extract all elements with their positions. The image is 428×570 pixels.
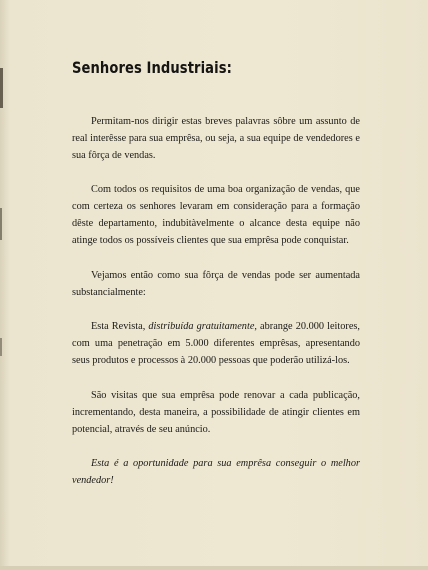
paragraph-4-emphasis: distribuída gratuitamente — [148, 321, 255, 332]
paragraph-1: Permitam-nos dirigir estas breves palavras sôbre um assunto de real interêsse para sua emprêsa, ou seja, a sua equipe de vendedores e sua fôrça de vendas. — [72, 116, 360, 161]
paragraph-4 — [72, 318, 360, 369]
paragraph-2: Com todos os requisitos de uma boa organização de vendas, que com certeza os senhores levaram em consideração para a formação dêste departamento, indubitàvelmente o alcance desta equipe não atinge todos os possíveis clientes que sua emprêsa pode conquistar. — [72, 184, 360, 246]
paragraph-4-lead: Esta Revista, — [91, 321, 149, 332]
letter-body — [72, 113, 360, 489]
page-heading: Senhores Industriais: — [72, 58, 232, 77]
paragraph-4-rest: , abrange 20.000 leitores, com uma penetração em 5.000 diferentes emprêsas, apresentando seus produtos e processos à 20.000 pessoas que poderão utilizá-los. — [72, 321, 360, 366]
page-bottom-edge — [0, 566, 428, 570]
binding-mark — [0, 338, 2, 356]
binding-mark — [0, 208, 2, 240]
paragraph-5: São visitas que sua emprêsa pode renovar a cada publicação, incrementando, desta maneira, a possibilidade de atingir clientes em potencial, através de seu anúncio. — [72, 390, 360, 435]
closing-line: Esta é a oportunidade para sua emprêsa conseguir o melhor vendedor! — [72, 458, 360, 486]
paragraph-3: Vejamos então como sua fôrça de vendas pode ser aumentada substancialmente: — [72, 270, 360, 298]
binding-mark — [0, 68, 3, 108]
